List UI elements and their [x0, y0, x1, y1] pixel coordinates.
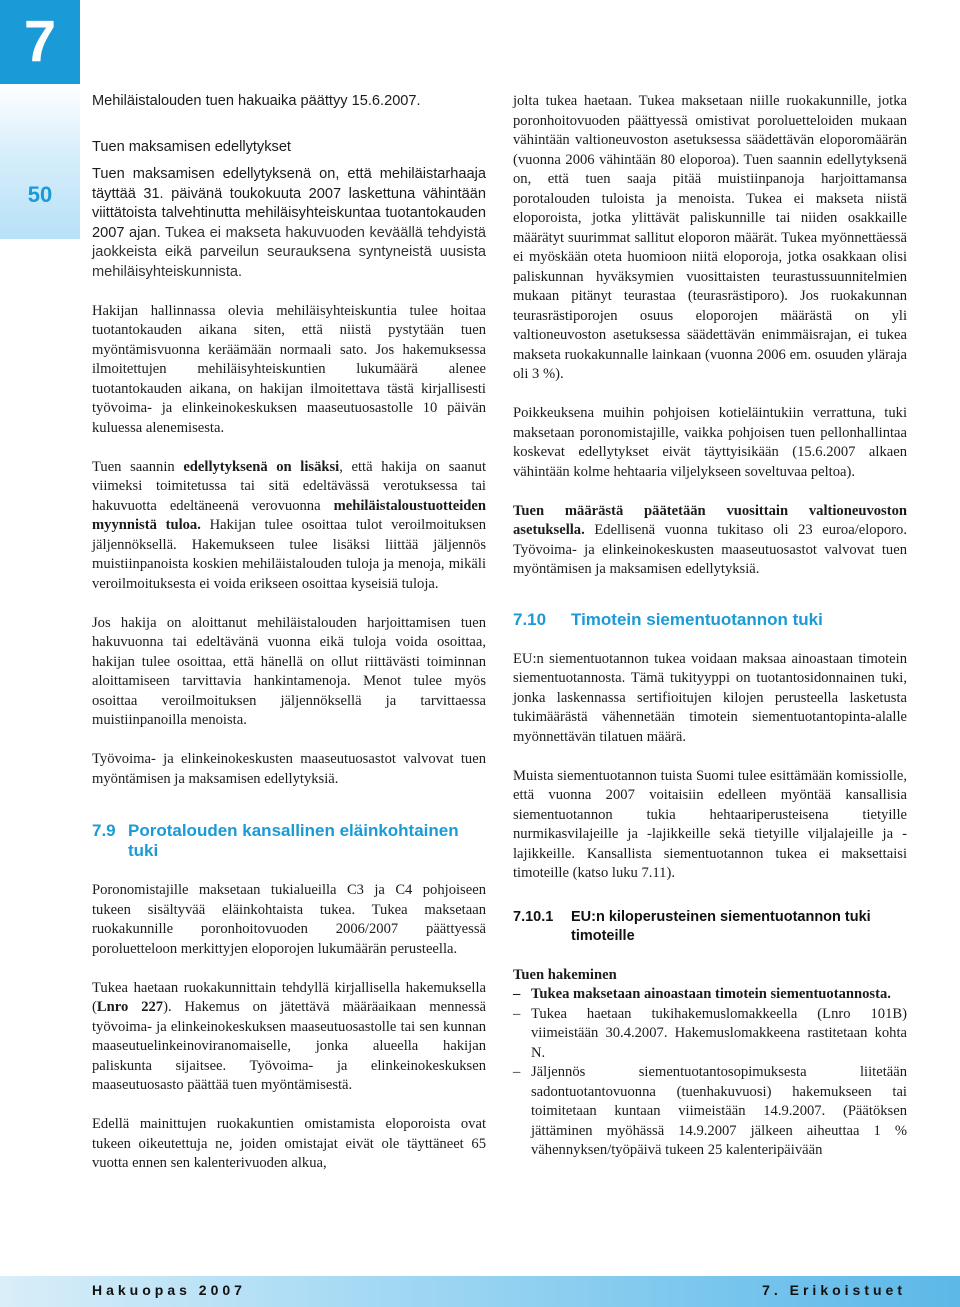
- list-item: – Jäljennös siementuotantosopimuksesta liitetään sadontuotantovuonna (tuenhakuvuosi) hakemukseen tai toimitetaan kuntaan viimeistään 14.9.2007. (Päätöksen jättäminen myöhässä 14.9.2007 jälkeen aiheuttaa 1 % vähennyksen/työpäivä tukeen 25 kalenteripäivään: [513, 1063, 907, 1161]
- section-number: 7.10: [513, 609, 547, 629]
- section-7-10-heading: [513, 610, 907, 630]
- new-beekeeper-paragraph: Jos hakija on aloittanut mehiläistalouden harjoittamisen tuen hakuvuonna tai edeltävänä vuonna eikä tuloja voida osoittaa, hakijan tulee osoittaa, että hänellä on ollut riittävästi toiminnan aloittamiseen tarvittavia hankintamenoja. Menot tulee myös osoittaa veroilmoituksen jäljennöksellä ja tarvittaessa muistiinpanoilla menoista.: [92, 614, 486, 728]
- section-number: 7.9: [92, 821, 116, 840]
- chapter-number-tab: 7: [0, 0, 80, 84]
- payment-conditions-paragraph: jolta tukea haetaan. Tukea maksetaan niille ruokakunnille, jotka poronhoitovuoden päättyessä omistivat poroluetteloiden mukaan vähintään valtioneuvoston asetuksessa säädettävän eloporomäärän (vuonna 2006 vähintään 80 eloporoa). Tuen saannin edellytyksenä on, että tuen saaja pitää muistiinpanoja harjoittamansa porotalouden tuloista ja menoista. Tukea ei makseta niistä eloporoista, jotka ylittävät paliskunnille tai niiden osakkaille määrätyt suurimmat sallitut eloporon määrät. Tukea myönnettäessä ei myöskään oteta huomioon niitä eloporoja, jotka osakkaan olisi paliskunnan hyväksymien vuosittaisten teurastussuunnitelmien mukaan pitänyt teurastaa (teurasrästiporo). Jos ruokakunnan teurasrästiporojen osuus eloporojen määrästä on yli valtioneuvoston asetuksessa säädettävän enimmäisrajan, ei tukea makseta ruokakunnalle lainkaan (vuonna 2006 em. osuuden yläraja oli 3 %).: [513, 93, 907, 382]
- heading-tuen-hakeminen: Tuen hakeminen: [513, 966, 617, 983]
- income-source-bold: mehiläistaloustuotteiden myynnistä tuloa.: [92, 497, 486, 533]
- exception-paragraph: Poikkeuksena muihin pohjoisen kotieläintukiin verrattuna, tuki maksetaan poronomistajille, vaikka pohjoisen tuen pellonhallintaa koskevat edellytykset eivät täyttyisikään (15.6.2007 alkaen vähintään kolme hehtaaria viljelykseen soveltuvaa peltoa).: [513, 405, 907, 480]
- conditions-lead: Tuen maksamisen edellytyksenä on, että mehiläistarhaaja täyttää 31. päivänä toukokuuta 2007 laskettuna vähintään viittätoista talvehtinutta mehiläisyhteiskuntaa tuotantokauden 2007 ajan.: [92, 166, 486, 241]
- application-paragraph: Tukea haetaan ruokakunnittain tehdyllä kirjallisella hakemuksella (Lnro 227). Hakemus on jätettävä määräaikaan mennessä työvoima- ja elinkeinokeskuksen maaseutuosastolle tai sen kunnan maaseutuelinkeinoviranomaiselle, jonka alueella hakijan paliskunta sijaitsee. Työvoima- ja elinkeinokeskuksen maaseutuosasto päättää tuen myöntämisestä.: [92, 979, 486, 1093]
- page-footer: [0, 1276, 960, 1307]
- section-7-9-heading: [92, 821, 486, 861]
- section-title: Timotein siementuotannon tuki: [571, 609, 823, 629]
- national-seed-support-paragraph: Muista siementuotannon tuista Suomi tulee esittämään komissiolle, että vuonna 2007 voitaisiin edelleen myöntää kansallisia siementuotannon tukia hehtaariperusteisena tietyille nurmikasvilajeille ja -lajikkeille sekä tietyille viljalajeille ja -lajikkeille. Kansallista siementuotannon tukea ei maksettaisi timoteille (katso luku 7.11).: [513, 767, 907, 881]
- section-title: Porotalouden kansallinen eläinkohtainen tuki: [128, 821, 459, 860]
- conditions-rest: Tukea ei makseta hakuvuoden keväällä tehdyistä jaokkeista eikä parveilun seurauksena syntyneistä uusista mehiläisyhteiskunnista.: [92, 224, 486, 280]
- amount-bold: Tuen määrästä päätetään vuosittain valtioneuvoston asetuksella.: [513, 502, 907, 538]
- list-item: – Tukea haetaan tukihakemuslomakkeella (Lnro 101B) viimeistään 30.4.2007. Hakemuslomakkeena rastitetaan kohta N.: [513, 1005, 907, 1064]
- heading-tuen-maksamisen-edellytykset: Tuen maksamisen edellytykset: [92, 138, 291, 155]
- page-number: 50: [27, 182, 53, 207]
- income-requirement-bold: edellytyksenä on lisäksi: [183, 458, 340, 475]
- timothy-support-paragraph: EU:n siementuotannon tukea voidaan maksaa ainoastaan timotein siementuotannosta. Tämä tukityyppi on tuotantosidonnainen tuki, jonka laskennassa sertifioitujen kilojen perusteella lasketusta tukimäärästä vähennetään timotein siementuotantopinta-alalle myönnettävän tilatuen määrä.: [513, 650, 907, 745]
- supervision-paragraph: Työvoima- ja elinkeinokeskusten maaseutuosastot valvovat tuen myöntämisen ja maksamisen edellytyksiä.: [92, 751, 486, 787]
- amount-paragraph: Tuen määrästä päätetään vuosittain valtioneuvoston asetuksella. Edellisenä vuonna tukitaso oli 23 euroa/eloporo. Työvoima- ja elinkeinokeskusten maaseutuosastot valvovat tuen myöntämisen ja maksamisen edellytyksiä.: [513, 502, 907, 577]
- subsection-title: EU:n kiloperusteinen siementuotannon tuki timoteille: [571, 908, 871, 944]
- management-paragraph: Hakijan hallinnassa olevia mehiläisyhteiskuntia tulee hoitaa tuotantokauden aikana siten, että niistä pystytään tuen myöntämisvuonna keräämään normaali sato. Jos hakemuksessa ilmoitettujen mehiläisyhteiskuntien lukumäärä alenee tuotantokauden aikana, on hakijan ilmoitettava tästä kirjallisesti työvoima- ja elinkeinokeskuksen maaseutuosastolle 10 päivän kuluessa alenemisesta.: [92, 302, 486, 436]
- income-requirement-paragraph: Tuen saannin edellytyksenä on lisäksi, että hakija on saanut viimeksi toimitetussa tai sitä edeltävässä verotuksessa tai hakuvuotta edeltäneenä verovuonna mehiläistaloustuotteiden myynnistä tuloa. Hakijan tulee osoittaa tulot veroilmoituksen jäljennöksellä. Hakemukseen tulee lisäksi liittää jäljennös muistiinpanoista koskien mehiläistalouden tuloja ja menoja, mikäli veroilmoituksesta ei voida erikseen osoittaa kyseisiä tuloja.: [92, 458, 487, 592]
- page-number-tab-background: [0, 84, 80, 239]
- footer-chapter-title: 7. Erikoistuet: [762, 1282, 906, 1298]
- subsection-number: 7.10.1: [513, 908, 554, 925]
- footer-publication-title: Hakuopas 2007: [92, 1282, 246, 1298]
- right-column: [513, 92, 907, 1161]
- subsection-7-10-1-heading: [513, 908, 907, 946]
- eligibility-paragraph: Edellä mainittujen ruokakuntien omistamista eloporoista ovat tukeen oikeutettuja ne, joiden omistajat eivät ole täyttäneet 65 vuotta ennen sen kalenterivuoden alkua,: [92, 1116, 486, 1171]
- deadline-paragraph: Mehiläistalouden tuen hakuaika päättyy 15.6.2007.: [92, 93, 421, 109]
- left-column: [92, 92, 486, 1174]
- conditions-paragraph: [92, 165, 486, 282]
- form-number-bold: Lnro 227: [96, 999, 164, 1015]
- reindeer-support-paragraph: Poronomistajille maksetaan tukialueilla C3 ja C4 pohjoiseen tukeen sisältyvää eläinkohtaista tukea. Tukea maksetaan ruokakunnille poronhoitovuoden 2006/2007 päättyessä poroluetteloon merkittyjen eloporojen lukumäärän perusteella.: [92, 882, 486, 957]
- list-item: – Tukea maksetaan ainoastaan timotein siementuotannosta.: [513, 985, 907, 1005]
- application-steps-list: [513, 985, 907, 1161]
